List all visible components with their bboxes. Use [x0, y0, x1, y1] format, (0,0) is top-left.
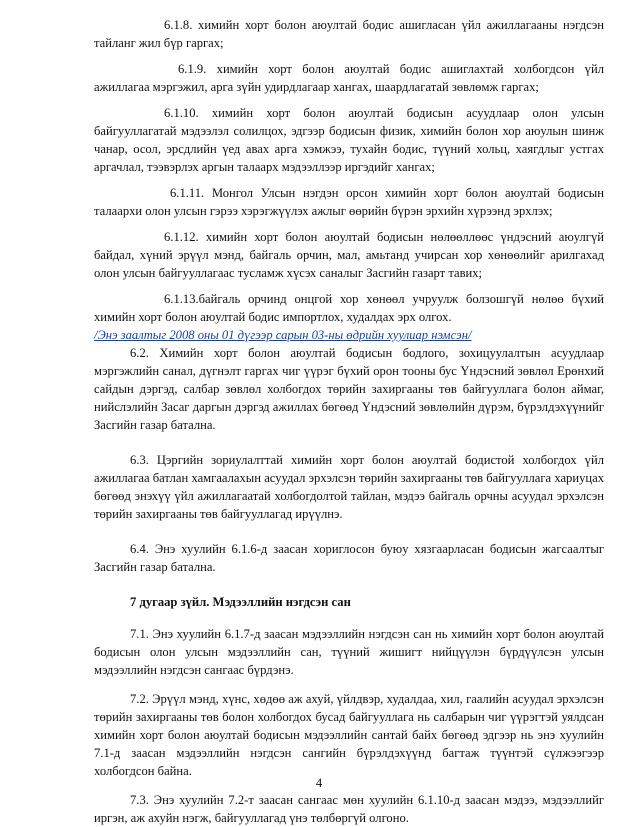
paragraph-6-1-13: 6.1.13.байгаль орчинд онцгой хор хөнөөл учруулж болзошгүй нөлөө бүхий химийн хорт болон аюултай бодис импортлох, худалдах эрх олгох.: [94, 292, 604, 324]
paragraph-6-1-10: 6.1.10. химийн хорт болон аюултай бодисын асуудлаар олон улсын байгууллагатай мэдээлэл солилцох, эдгээр бодисын физик, химийн болон хор аюулын шинж чанар, осол, эрсдлийн үед авах арга хэмжээ, тухайн бодис, түүний хольц, хаягдлыг устгах аргачлал, тээвэрлэх аргын талаарх мэдээллээр иргэдийг хангах;: [94, 106, 604, 174]
amendment-note-link[interactable]: /Энэ заалтыг 2008 оны 01 дүгээр сарын 03-ны өдрийн хуулиар нэмсэн/: [94, 328, 472, 342]
document-page: [94, 16, 604, 827]
paragraph-6-1-11: 6.1.11. Монгол Улсын нэгдэн орсон химийн хорт болон аюултай бодисын талаархи олон улсын гэрээ хэрэгжүүлэх ажлыг өөрийн бүрэн эрхийн хүрээнд эрхлэх;: [94, 186, 604, 218]
paragraph-6-1-9: 6.1.9. химийн хорт болон аюултай бодис ашиглахтай холбогдсон үйл ажиллагаа мэргэжил, арга зүйн удирдлагаар хангах, шаардлагатай зөвлөмж гаргах;: [94, 62, 604, 94]
paragraph-6-3: 6.3. Цэргийн зориулалттай химийн хорт болон аюултай бодистой холбогдох үйл ажиллагаа батлан хамгаалахын асуудал эрхэлсэн төрийн захиргааны төв байгууллага хариуцах бөгөөд энэхүү үйл ажиллагаатай холбогдолтой тайлан, мэдээ байгаль орчны асуудал эрхэлсэн төрийн захиргааны төв байгууллагад ирүүлнэ.: [94, 453, 604, 521]
paragraph-6-1-12: 6.1.12. химийн хорт болон аюултай бодисын нөлөөллөөс үндэсний аюулгүй байдал, хүний эрүүл мэнд, байгаль орчин, мал, амьтанд учирсан хор хөнөөлийг арилгахад олон улсын байгууллагаас тусламж хүсэх саналыг Засгийн газарт тавих;: [94, 230, 604, 280]
paragraph-7-2: 7.2. Эрүүл мэнд, хүнс, хөдөө аж ахуй, үйлдвэр, худалдаа, хил, гаалийн асуудал эрхэлсэн төрийн захиргааны төв болон холбогдох бусад байгууллага нь салбарын чиг үүрэгтэй уялдсан химийн хорт болон аюултай бодисын мэдээллийн сантай байх бөгөөд эдгээр нь энэ хуулийн 7.1-д заасан мэдээллийн нэгдсэн сангийн бүрэлдэхүүнд багтаж түүнтэй сүлжээгээр холбогдсон байна.: [94, 692, 604, 778]
paragraph-7-3: 7.3. Энэ хуулийн 7.2-т заасан сангаас мөн хуулийн 6.1.10-д заасан мэдээ, мэдээллийг иргэн, аж ахуйн нэгж, байгууллагад үнэ төлбөргүй олгоно.: [94, 793, 604, 825]
paragraph-6-1-8: 6.1.8. химийн хорт болон аюултай бодис ашигласан үйл ажиллагааны нэгдсэн тайланг жил бүр гаргах;: [94, 18, 604, 50]
paragraph-7-1: 7.1. Энэ хуулийн 6.1.7-д заасан мэдээллийн нэгдсэн сан нь химийн хорт болон аюултай бодисын олон улсын мэдээллийн сан, түүний жишигт нийцүүлэн бүрдүүлсэн улсын мэдээллийн нэгдсэн сангаас бүрдэнэ.: [94, 627, 604, 677]
paragraph-6-2: 6.2. Химийн хорт болон аюултай бодисын бодлого, зохицуулалтын асуудлаар мэргэжлийн санал, дүгнэлт гаргах чиг үүрэг бүхий орон тооны бус Үндэсний зөвлөл Ерөнхий сайдын дэргэд, салбар зөвлөл холбогдох төрийн захиргааны төв байгууллага болон аймаг, нийслэлийн Засаг даргын дэргэд ажиллах бөгөөд Үндэсний зөвлөлийн дүрэм, бүрэлдэхүүнийг Засгийн газар батална.: [94, 346, 604, 432]
article-7-heading: 7 дугаар зүйл. Мэдээллийн нэгдсэн сан: [130, 595, 351, 609]
paragraph-6-4: 6.4. Энэ хуулийн 6.1.6-д заасан хориглосон буюу хязгаарласан бодисын жагсаалтыг Засгийн газар батална.: [94, 542, 604, 574]
page-number: 4: [315, 776, 323, 790]
